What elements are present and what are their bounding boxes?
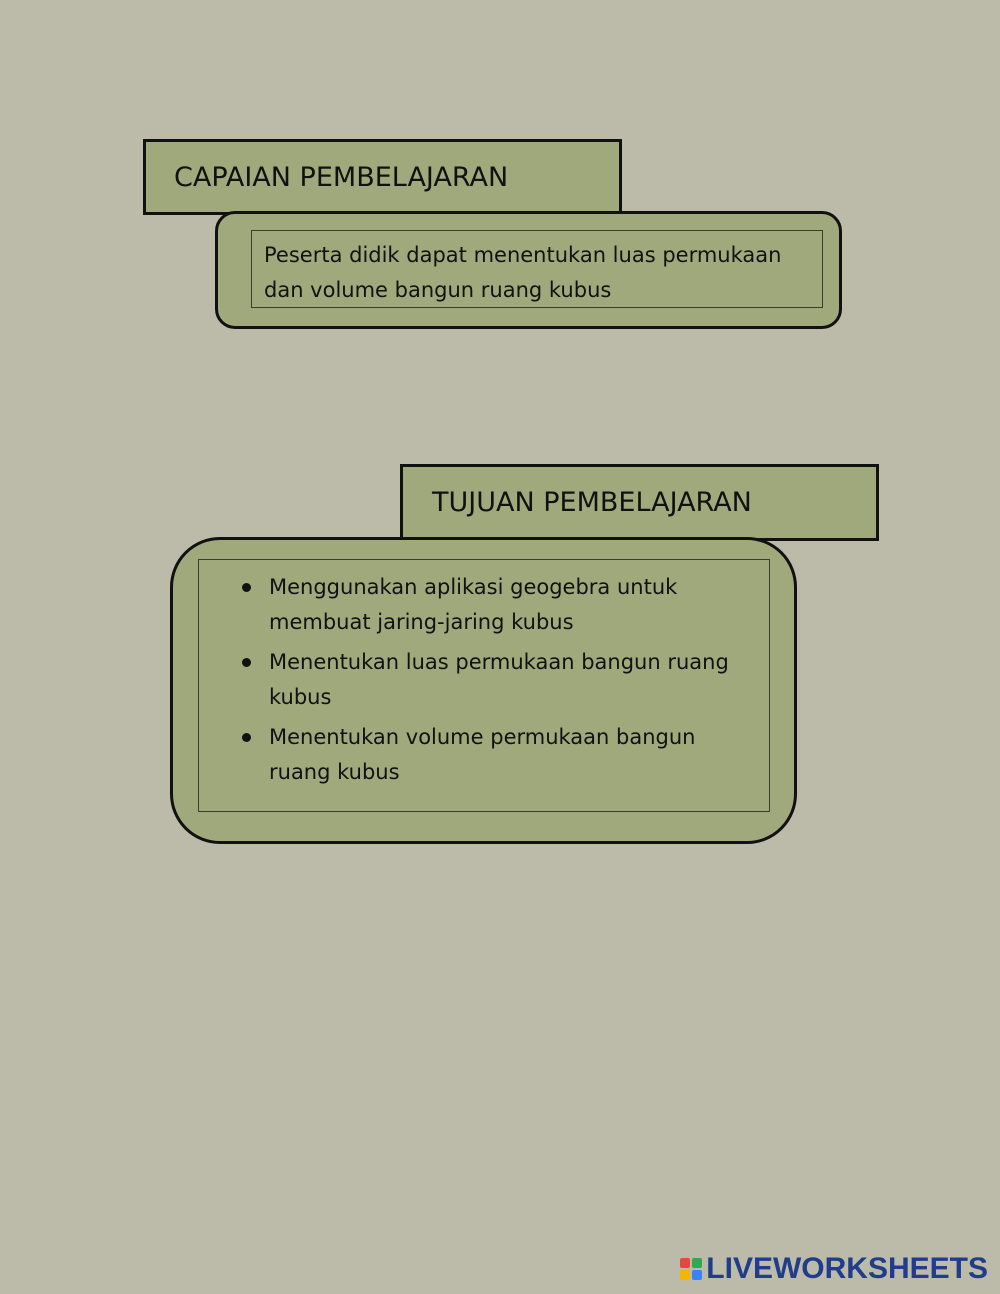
liveworksheets-logo-icon: [680, 1258, 702, 1280]
tujuan-title: TUJUAN PEMBELAJARAN: [432, 487, 752, 518]
capaian-title: CAPAIAN PEMBELAJARAN: [174, 161, 509, 193]
bullet-icon: [242, 733, 251, 742]
liveworksheets-brand[interactable]: [680, 1252, 988, 1286]
logo-cell: [680, 1270, 690, 1280]
list-item-text: Menentukan volume permukaan bangun ruang kubus: [269, 725, 696, 784]
brand-text: LIVEWORKSHEETS: [706, 1252, 988, 1285]
bullet-icon: [242, 658, 251, 667]
tujuan-list: [199, 570, 739, 790]
capaian-text-box: [251, 230, 823, 308]
list-item-text: Menentukan luas permukaan bangun ruang kubus: [269, 650, 729, 709]
list-item: [199, 570, 739, 640]
capaian-text: Peserta didik dapat menentukan luas permukaan dan volume bangun ruang kubus: [264, 243, 782, 302]
tujuan-list-box: [198, 559, 770, 812]
list-item-text: Menggunakan aplikasi geogebra untuk membuat jaring-jaring kubus: [269, 575, 678, 634]
tujuan-header: [400, 464, 879, 541]
capaian-header: [143, 139, 622, 215]
list-item: [199, 645, 739, 715]
logo-cell: [692, 1258, 702, 1268]
bullet-icon: [242, 583, 251, 592]
logo-cell: [680, 1258, 690, 1268]
list-item: [199, 720, 739, 790]
tujuan-body: [170, 537, 797, 844]
logo-cell: [692, 1270, 702, 1280]
capaian-body: [215, 211, 842, 329]
